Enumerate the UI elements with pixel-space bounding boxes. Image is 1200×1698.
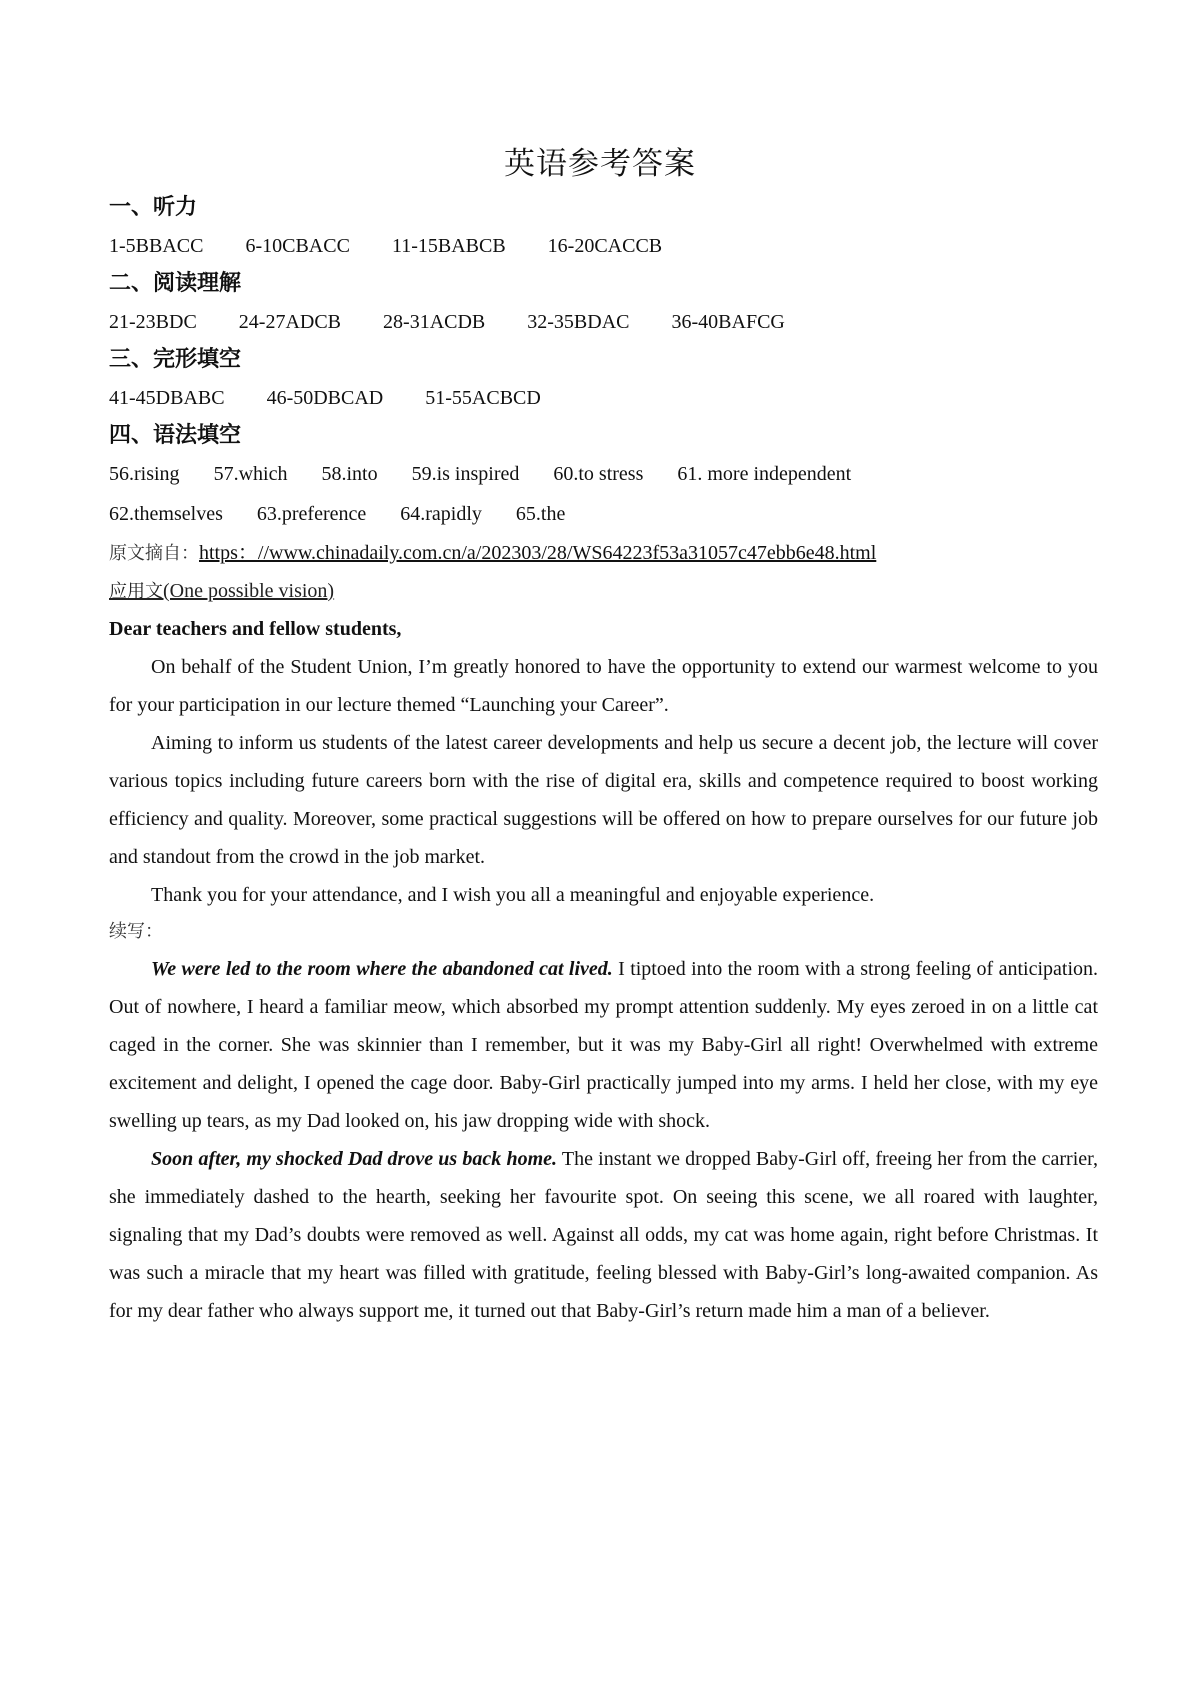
letter-salutation: Dear teachers and fellow students, bbox=[109, 618, 402, 640]
answer-group: 51-55ACBCD bbox=[425, 387, 541, 409]
source-label: 原文摘自： bbox=[109, 543, 199, 564]
continuation-paragraph bbox=[109, 950, 1098, 1140]
source-link[interactable]: https：//www.chinadaily.com.cn/a/202303/28/WS64223f53a31057c47ebb6e48.html bbox=[199, 542, 877, 564]
answer-item: 59.is inspired bbox=[411, 463, 520, 485]
answer-item: 65.the bbox=[515, 503, 566, 525]
letter-paragraph: Aiming to inform us students of the latest career developments and help us secure a decent job, the lecture will cover various topics including future careers born with the rise of digital era, skills and competence required to boost working efficiency and quality. Moreover, some practical suggestions will be offered on how to prepare ourselves for our future job and standout from the crowd in the job market. bbox=[109, 732, 1098, 868]
answer-group: 16-20CACCB bbox=[547, 235, 663, 257]
continuation-paragraph bbox=[109, 1140, 1098, 1330]
answer-group: 11-15BABCB bbox=[391, 235, 506, 257]
answer-item: 61. more independent bbox=[677, 463, 852, 485]
answer-item: 56.rising bbox=[109, 463, 180, 485]
answers-grammar-row2 bbox=[109, 494, 1098, 534]
answer-group: 21-23BDC bbox=[109, 311, 197, 333]
answer-group: 6-10CBACC bbox=[245, 235, 350, 257]
paragraph-body: The instant we dropped Baby-Girl off, freeing her from the carrier, she immediately dashed to the hearth, seeking her favourite spot. On seeing this scene, we all roared with laughter, signaling that my Dad’s doubts were removed as well. Against all odds, my cat was home again, right before Christmas. It was such a miracle that my heart was filled with gratitude, feeling blessed with Baby-Girl’s long-awaited companion. As for my dear father who always support me, it turned out that Baby-Girl’s return made him a man of a believer. bbox=[109, 1148, 1098, 1322]
answer-item: 58.into bbox=[321, 463, 378, 485]
answer-group: 32-35BDAC bbox=[527, 311, 630, 333]
answer-group: 36-40BAFCG bbox=[671, 311, 785, 333]
answer-group: 24-27ADCB bbox=[238, 311, 342, 333]
answer-item: 57.which bbox=[213, 463, 288, 485]
continuation-label: 续写： bbox=[109, 921, 163, 942]
answers-cloze bbox=[109, 378, 1098, 418]
answer-item: 62.themselves bbox=[109, 503, 223, 525]
answer-group: 41-45DBABC bbox=[109, 387, 225, 409]
writing-label-en: (One possible vision) bbox=[163, 580, 335, 602]
answer-item: 64.rapidly bbox=[400, 503, 482, 525]
answer-group: 28-31ACDB bbox=[383, 311, 486, 333]
letter-paragraph: On behalf of the Student Union, I’m greatly honored to have the opportunity to extend our warmest welcome to you for your participation in our lecture themed “Launching your Career”. bbox=[109, 656, 1098, 716]
paragraph-lead: Soon after, my shocked Dad drove us back home. bbox=[151, 1148, 558, 1170]
answers-reading bbox=[109, 302, 1098, 342]
answer-group: 46-50DBCAD bbox=[266, 387, 384, 409]
writing-label bbox=[109, 572, 1098, 610]
page-title: 英语参考答案 bbox=[504, 146, 696, 182]
answers-listening bbox=[109, 226, 1098, 266]
section-heading-grammar: 四、语法填空 bbox=[109, 423, 242, 448]
answers-grammar-row1 bbox=[109, 454, 1098, 494]
section-heading-listening: 一、听力 bbox=[109, 195, 198, 220]
letter-paragraph: Thank you for your attendance, and I wish you all a meaningful and enjoyable experience. bbox=[151, 884, 875, 906]
section-heading-reading: 二、阅读理解 bbox=[109, 271, 242, 296]
paragraph-body: I tiptoed into the room with a strong feeling of anticipation. Out of nowhere, I heard a familiar meow, which absorbed my prompt attention suddenly. My eyes zeroed in on a little cat caged in the corner. She was skinnier than I remember, but it was my Baby-Girl all right! Overwhelmed with extreme excitement and delight, I opened the cage door. Baby-Girl practically jumped into my arms. I held her close, with my eye swelling up tears, as my Dad looked on, his jaw dropping wide with shock. bbox=[109, 958, 1098, 1132]
section-heading-cloze: 三、完形填空 bbox=[109, 347, 242, 372]
paragraph-lead: We were led to the room where the abandoned cat lived. bbox=[151, 958, 613, 980]
answer-group: 1-5BBACC bbox=[109, 235, 204, 257]
answer-item: 63.preference bbox=[256, 503, 367, 525]
answer-item: 60.to stress bbox=[553, 463, 644, 485]
answer-content bbox=[109, 190, 1098, 1330]
writing-label-cn: 应用文 bbox=[109, 581, 163, 602]
source-line bbox=[109, 534, 1098, 572]
